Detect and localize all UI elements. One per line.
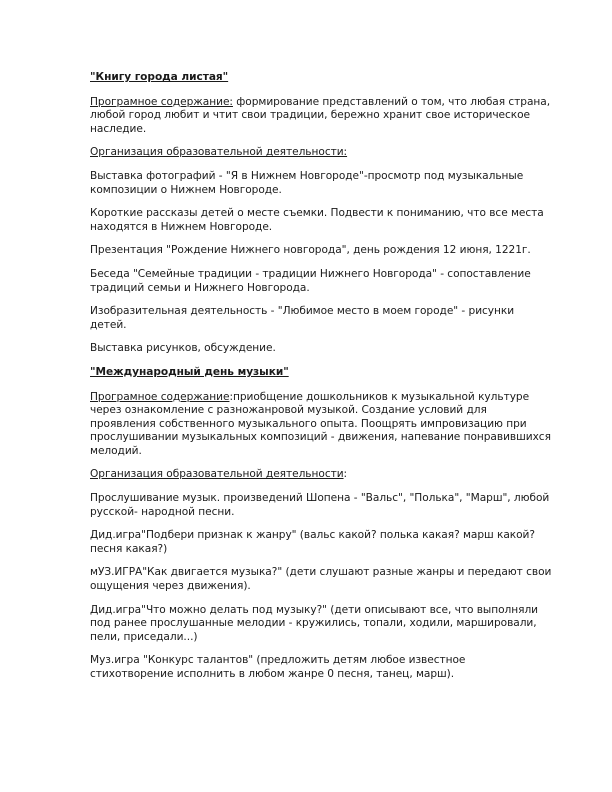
activity-item: Изобразительная деятельность - "Любимое место в моем городе" - рисунки детей. (90, 305, 515, 331)
program-label: Програмное содержание (90, 390, 230, 403)
section-title: "Книгу города листая" (90, 71, 229, 83)
activity-item: Прослушивание музык. произведений Шопена - "Вальс", "Полька", "Марш", любой русской- народной песни. (90, 492, 550, 518)
program-label: Програмное содержание: (90, 95, 233, 108)
activity-item: мУЗ.ИГРА"Как двигается музыка?" (дети слушают разные жанры и передают свои ощущения через движения). (90, 566, 552, 593)
activity-item: Короткие рассказы детей о месте съемки. Подвести к пониманию, что все места находятся в Нижнем Новгороде. (90, 207, 544, 233)
activity-item: Презентация "Рождение Нижнего новгорода", день рождения 12 июня, 1221г. (90, 244, 531, 257)
activity-item: Дид.игра"Что можно делать под музыку?" (дети описывают все, что выполняли под ранее прослушанные мелодии - кружились, топали, ходили, маршировали, пели, приседали...) (90, 603, 539, 643)
activity-item: Дид.игра"Подбери признак к жанру" (вальс какой? полька какая? марш какой? песня какая?) (90, 529, 535, 555)
program-content (90, 96, 552, 137)
program-text: :приобщение дошкольников к музыкальной культуре через ознакомление с разножанровой музыкой. Создание условий для проявления собственного музыкального опыта. Поощрять импровизацию при прослушивании музыкальных композиций - движения, напевание понравившихся мелодий. (90, 390, 551, 457)
organization-suffix: : (343, 468, 348, 481)
program-content (90, 391, 552, 459)
section-title: "Международный день музыки" (90, 365, 289, 378)
organization-heading (90, 468, 552, 482)
organization-label: Организация образовательной деятельности (90, 468, 344, 481)
activity-item: Выставка рисунков, обсуждение. (90, 342, 276, 355)
program-text: формирование представлений о том, что любая страна, любой город любит и чтит свои традиции, бережно хранит свое историческое наследие. (90, 95, 551, 135)
section-music-day (90, 366, 552, 682)
section-city-book (90, 71, 552, 356)
organization-label: Организация образовательной деятельности: (90, 146, 348, 159)
organization-heading (90, 146, 552, 160)
activity-item: Беседа "Семейные традиции - традиции Нижнего Новгорода" - сопоставление традиций семьи и Нижнего Новгорода. (90, 267, 531, 294)
activity-item: Муз.игра "Конкурс талантов" (предложить детям любое известное стихотворение исполнить в любом жанре 0 песня, танец, марш). (90, 654, 466, 680)
activity-item: Выставка фотографий - "Я в Нижнем Новгороде"-просмотр под музыкальные композиции о Нижнем Новгороде. (90, 169, 524, 196)
